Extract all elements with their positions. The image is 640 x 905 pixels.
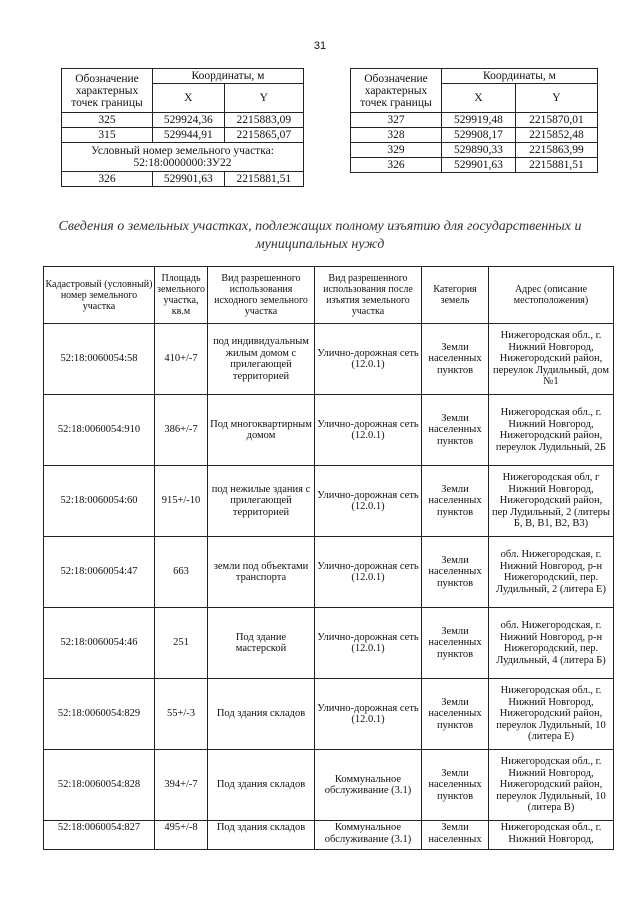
area-cell: 394+/-7 — [155, 750, 208, 821]
cadastral-cell: 52:18:0060054:60 — [44, 466, 155, 537]
category-cell: Земли населенных пунктов — [422, 466, 489, 537]
use-initial-cell — [208, 821, 315, 850]
point-header: Обозначение характерных точек границы — [351, 69, 442, 113]
table-row — [44, 395, 614, 466]
coords-header: Координаты, м — [442, 69, 598, 84]
cadastral-text: 52:18:0060054:827 — [57, 822, 141, 833]
address-cell: Нижегородская обл, г Нижний Новгород, Нижегородский район, пер Лудильный, 2 (литеры Б, В, В1, В2, В3) — [489, 466, 614, 537]
area-cell: 410+/-7 — [155, 324, 208, 395]
address-cell — [489, 821, 614, 850]
category-cell: Земли населенных пунктов — [422, 395, 489, 466]
area-cell: 663 — [155, 537, 208, 608]
y-cell: 2215870,01 — [515, 113, 597, 128]
y-cell: 2215852,48 — [515, 128, 597, 143]
use-initial-cell: под индивидуальным жилым домом с прилегающей территорией — [208, 324, 315, 395]
use-after-header: Вид разрешенного использования после изъятия земельного участка — [315, 267, 422, 324]
use-initial-cell: Под здания складов — [208, 679, 315, 750]
table-row — [44, 608, 614, 679]
address-header: Адрес (описание местоположения) — [489, 267, 614, 324]
point-header: Обозначение характерных точек границы — [62, 69, 153, 113]
y-cell: 2215863,99 — [515, 143, 597, 158]
y-header: Y — [515, 84, 597, 113]
cadastral-cell: 52:18:0060054:46 — [44, 608, 155, 679]
category-cell: Земли населенных пунктов — [422, 608, 489, 679]
address-cell: Нижегородская обл., г. Нижний Новгород, Нижегородский район, переулок Лудильный, 2Б — [489, 395, 614, 466]
coords-header: Координаты, м — [153, 69, 304, 84]
use-initial-cell: под нежилые здания с прилегающей территорией — [208, 466, 315, 537]
x-cell: 529901,63 — [442, 158, 516, 173]
point-cell: 326 — [62, 172, 153, 187]
category-cell — [422, 821, 489, 850]
cadastral-cell: 52:18:0060054:829 — [44, 679, 155, 750]
use-after-cell — [315, 821, 422, 850]
use-initial-text: Под здания складов — [216, 822, 306, 833]
category-text: Земли населенных — [428, 822, 482, 845]
table-row — [62, 128, 304, 143]
table-row — [62, 113, 304, 128]
point-cell: 315 — [62, 128, 153, 143]
y-cell: 2215883,09 — [224, 113, 303, 128]
category-header: Категория земель — [422, 267, 489, 324]
y-cell: 2215881,51 — [515, 158, 597, 173]
point-cell: 328 — [351, 128, 442, 143]
cadastral-cell — [44, 821, 155, 850]
x-cell: 529890,33 — [442, 143, 516, 158]
table-row — [62, 143, 304, 172]
area-cell: 251 — [155, 608, 208, 679]
section-title: Сведения о земельных участках, подлежащих полному изъятию для государственных и муниципальных нужд — [58, 219, 582, 252]
address-cell: Нижегородская обл., г. Нижний Новгород, Нижегородский район, переулок Лудильный, 10 (литера В) — [489, 750, 614, 821]
use-after-cell: Улично-дорожная сеть (12.0.1) — [315, 679, 422, 750]
category-cell: Земли населенных пунктов — [422, 324, 489, 395]
table-row — [351, 69, 598, 84]
y-cell: 2215881,51 — [224, 172, 303, 187]
cadastral-cell: 52:18:0060054:828 — [44, 750, 155, 821]
table-row — [351, 143, 598, 158]
table-header-row — [44, 267, 614, 324]
use-after-cell: Улично-дорожная сеть (12.0.1) — [315, 537, 422, 608]
area-cell: 915+/-10 — [155, 466, 208, 537]
use-initial-cell: Под здание мастерской — [208, 608, 315, 679]
address-cell: Нижегородская обл., г. Нижний Новгород, Нижегородский район, переулок Лудильный, 10 (литера Е) — [489, 679, 614, 750]
use-after-cell: Улично-дорожная сеть (12.0.1) — [315, 324, 422, 395]
x-cell: 529924,36 — [153, 113, 225, 128]
cadastral-cell: 52:18:0060054:910 — [44, 395, 155, 466]
use-after-text: Коммунальное обслуживание (3.1) — [324, 822, 412, 845]
table-row — [44, 466, 614, 537]
area-cell: 55+/-3 — [155, 679, 208, 750]
cadastral-header: Кадастровый (условный) номер земельного участка — [44, 267, 155, 324]
category-cell: Земли населенных пунктов — [422, 750, 489, 821]
area-header: Площадь земельного участка, кв.м — [155, 267, 208, 324]
x-header: X — [153, 84, 225, 113]
coordinates-table-right — [350, 68, 598, 173]
table-row — [44, 821, 614, 850]
point-cell: 329 — [351, 143, 442, 158]
table-row — [44, 679, 614, 750]
use-after-cell: Улично-дорожная сеть (12.0.1) — [315, 395, 422, 466]
use-after-cell: Улично-дорожная сеть (12.0.1) — [315, 608, 422, 679]
address-cell: обл. Нижегородская, г. Нижний Новгород, р-н Нижегородский, пер. Лудильный, 2 (литера Е) — [489, 537, 614, 608]
parcels-table — [43, 266, 614, 850]
address-cell: обл. Нижегородская, г. Нижний Новгород, р-н Нижегородский, пер. Лудильный, 4 (литера Б) — [489, 608, 614, 679]
category-cell: Земли населенных пунктов — [422, 537, 489, 608]
address-cell: Нижегородская обл., г. Нижний Новгород, Нижегородский район, переулок Лудильный, дом №1 — [489, 324, 614, 395]
x-header: X — [442, 84, 516, 113]
table-row — [44, 537, 614, 608]
address-text: Нижегородская обл., г. Нижний Новгород, — [500, 822, 602, 845]
category-cell: Земли населенных пунктов — [422, 679, 489, 750]
area-cell — [155, 821, 208, 850]
area-cell: 386+/-7 — [155, 395, 208, 466]
cadastral-cell: 52:18:0060054:58 — [44, 324, 155, 395]
use-after-cell: Коммунальное обслуживание (3.1) — [315, 750, 422, 821]
area-text: 495+/-8 — [164, 822, 198, 833]
table-row — [351, 128, 598, 143]
y-cell: 2215865,07 — [224, 128, 303, 143]
x-cell: 529901,63 — [153, 172, 225, 187]
table-row — [44, 324, 614, 395]
point-cell: 326 — [351, 158, 442, 173]
use-initial-cell: Под здания складов — [208, 750, 315, 821]
table-row — [62, 69, 304, 84]
point-cell: 327 — [351, 113, 442, 128]
y-header: Y — [224, 84, 303, 113]
use-initial-header: Вид разрешенного использования исходного земельного участка — [208, 267, 315, 324]
table-row — [62, 172, 304, 187]
x-cell: 529908,17 — [442, 128, 516, 143]
x-cell: 529919,48 — [442, 113, 516, 128]
table-row — [44, 750, 614, 821]
conditional-number-cell: Условный номер земельного участка: 52:18:0000000:ЗУ22 — [62, 143, 304, 172]
table-row — [351, 158, 598, 173]
page-number: 31 — [313, 40, 327, 52]
use-initial-cell: Под многоквартирным домом — [208, 395, 315, 466]
cadastral-cell: 52:18:0060054:47 — [44, 537, 155, 608]
use-after-cell: Улично-дорожная сеть (12.0.1) — [315, 466, 422, 537]
x-cell: 529944,91 — [153, 128, 225, 143]
point-cell: 325 — [62, 113, 153, 128]
coordinates-table-left — [61, 68, 304, 187]
table-row — [351, 113, 598, 128]
use-initial-cell: земли под объектами транспорта — [208, 537, 315, 608]
